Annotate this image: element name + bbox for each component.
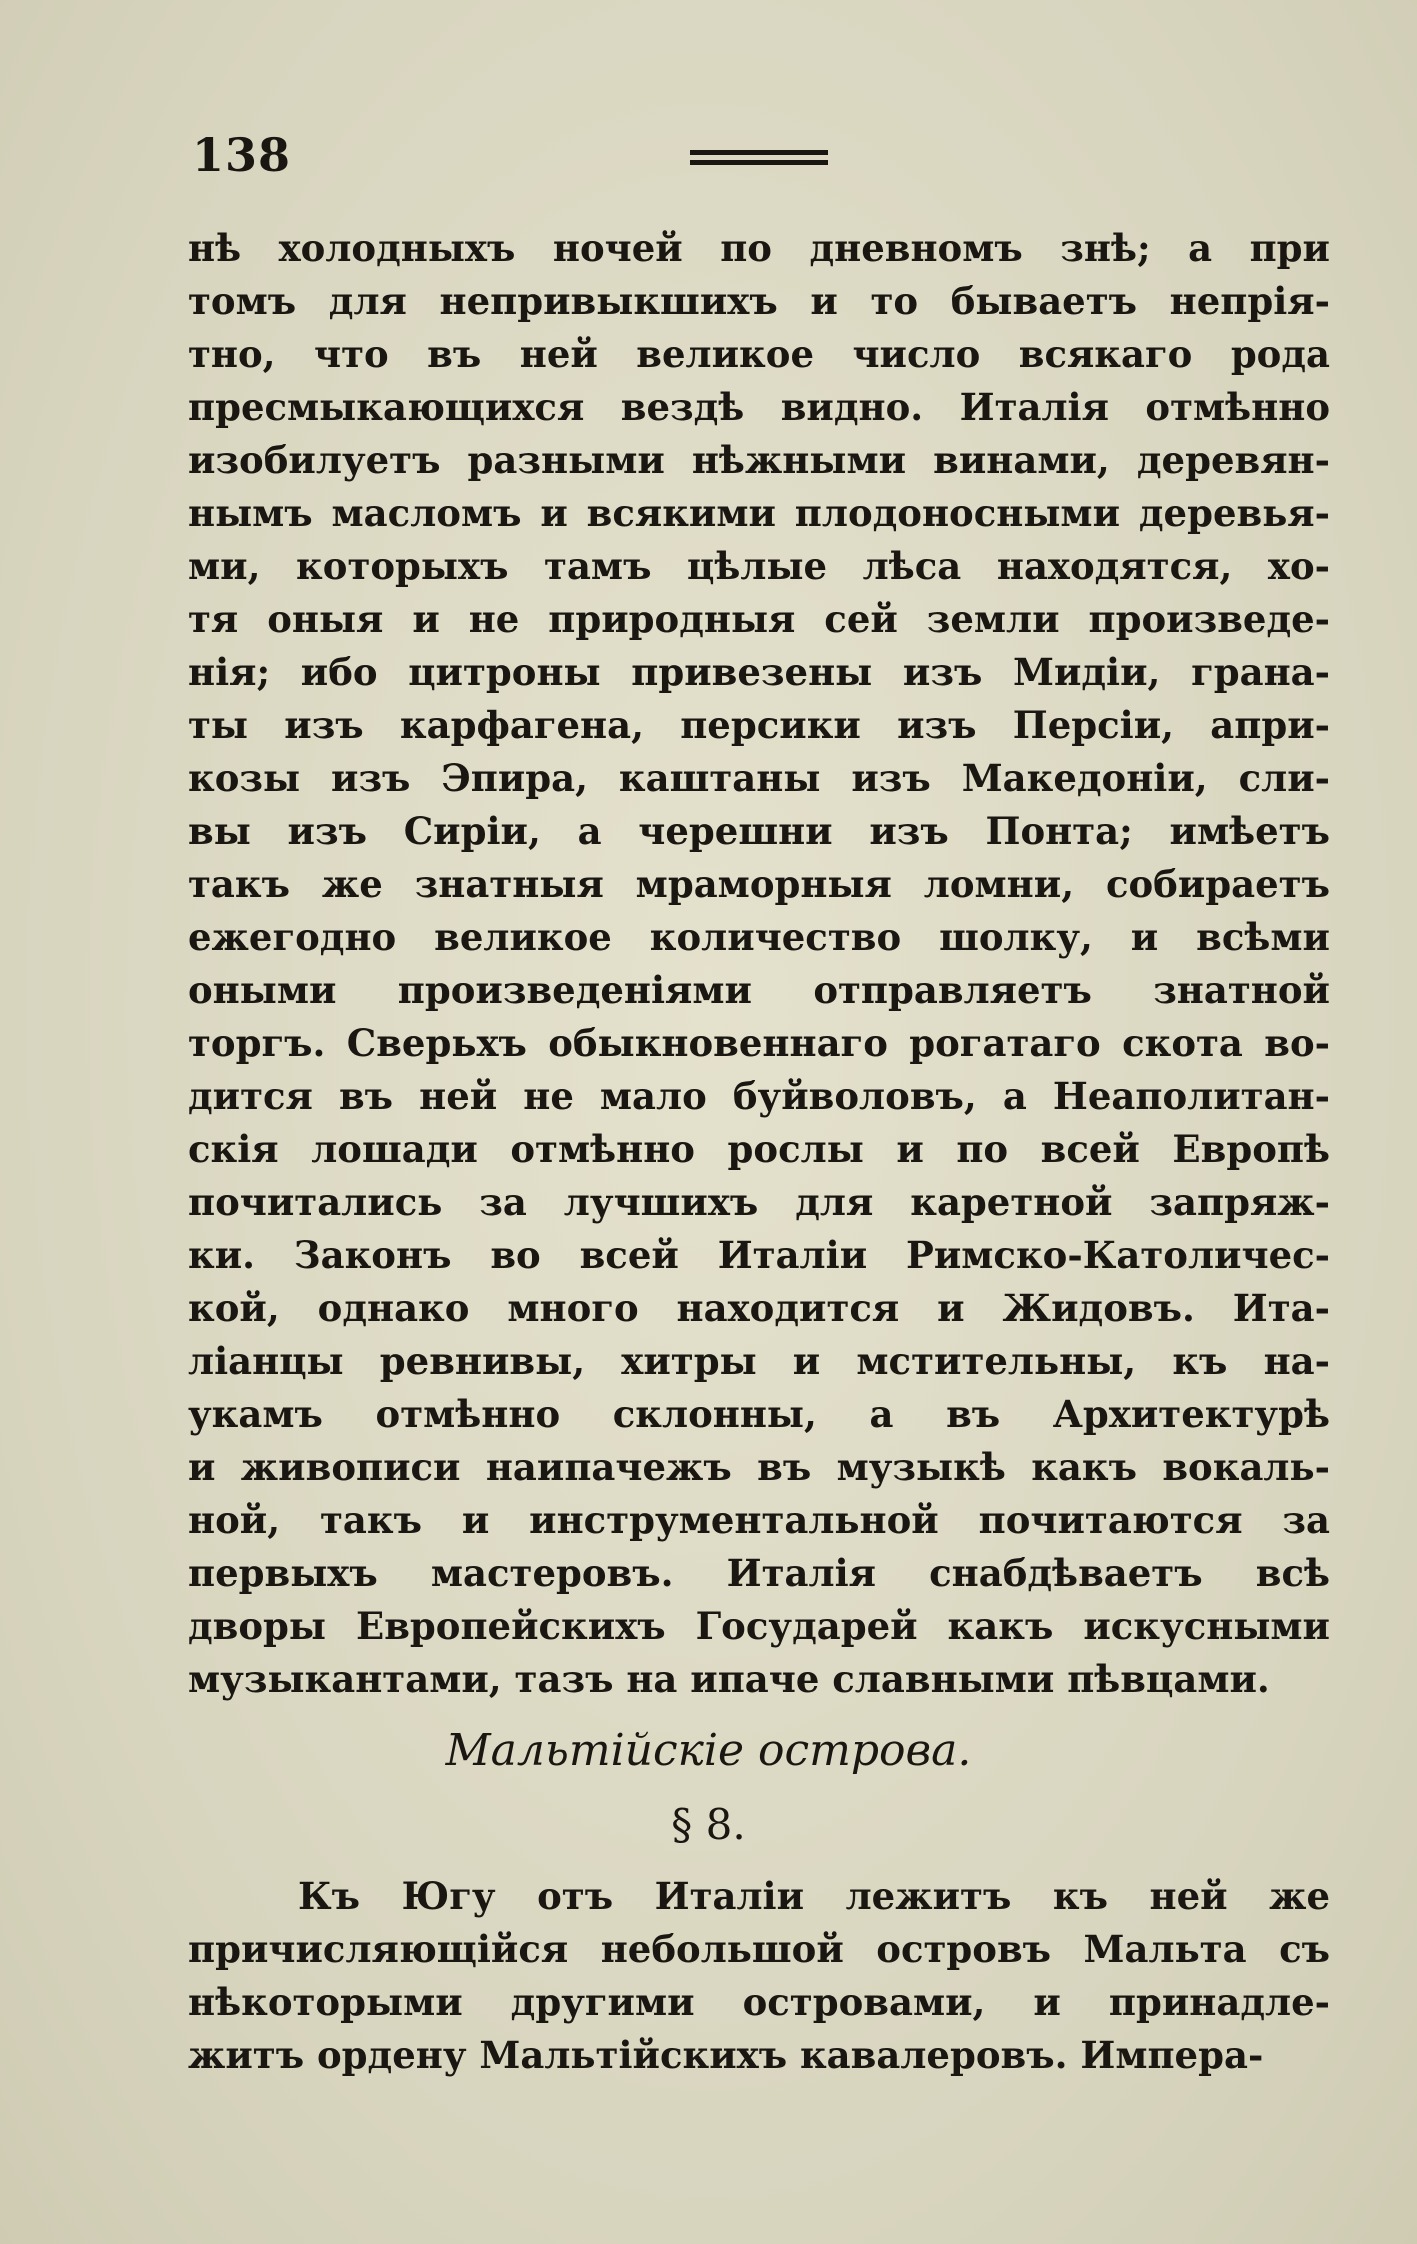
text-line: тя оныя и не природныя сей земли произведе-: [188, 597, 1330, 641]
text-line: ми, которыхъ тамъ цѣлые лѣса находятся, хо-: [188, 544, 1330, 588]
text-line: такъ же знатныя мраморныя ломни, собираетъ: [188, 862, 1330, 906]
text-line: оными произведеніями отправляетъ знатной: [188, 968, 1330, 1012]
text-line: Къ Югу отъ Италіи лежитъ къ ней же: [298, 1874, 1330, 1918]
text-line: музыкантами, тазъ на ипаче славными пѣвцами.: [188, 1657, 1270, 1701]
text-line: дится въ ней не мало буйволовъ, а Неаполитан-: [188, 1074, 1330, 1118]
text-line: козы изъ Эпира, каштаны изъ Македоніи, сли-: [188, 756, 1330, 800]
text-line: первыхъ мастеровъ. Италія снабдѣваетъ всѣ: [188, 1551, 1330, 1595]
text-line: нѣ холодныхъ ночей по дневномъ знѣ; а при: [188, 226, 1330, 270]
text-line: ліанцы ревнивы, хитры и мстительны, къ на-: [188, 1339, 1330, 1383]
text-line: торгъ. Сверьхъ обыкновеннаго рогатаго скота во-: [188, 1021, 1330, 1065]
text-line: ки. Законъ во всей Италіи Римско-Католичес-: [188, 1233, 1330, 1277]
text-line: дворы Европейскихъ Государей какъ искусными: [188, 1604, 1330, 1648]
text-line: ты изъ карфагена, персики изъ Персіи, апри-: [188, 703, 1330, 747]
section-heading: Мальтійскіе острова.: [445, 1725, 972, 1776]
text-line: изобилуетъ разными нѣжными винами, деревян-: [188, 438, 1330, 482]
section-body-text: [188, 1870, 1330, 2082]
text-line: ной, такъ и инструментальной почитаются за: [188, 1498, 1330, 1542]
text-line: причисляющійся небольшой островъ Мальта съ: [188, 1927, 1330, 1971]
text-line: и живописи наипачежъ въ музыкѣ какъ вокаль-: [188, 1445, 1330, 1489]
page-number: 138: [192, 128, 292, 182]
section-mark: § 8.: [671, 1800, 746, 1849]
body-text: [188, 222, 1330, 1706]
header-rule: [690, 150, 828, 170]
text-line: укамъ отмѣнно склонны, а въ Архитектурѣ: [188, 1392, 1330, 1436]
text-line: нія; ибо цитроны привезены изъ Мидіи, грана-: [188, 650, 1330, 694]
text-line: кой, однако много находится и Жидовъ. Ита-: [188, 1286, 1330, 1330]
text-line: пресмыкающихся вездѣ видно. Италія отмѣнно: [188, 385, 1330, 429]
text-line: нѣкоторыми другими островами, и принадле-: [188, 1980, 1330, 2024]
text-line: скія лошади отмѣнно рослы и по всей Европѣ: [188, 1127, 1330, 1171]
text-line: томъ для непривыкшихъ и то бываетъ непрія-: [188, 279, 1330, 323]
text-line: тно, что въ ней великое число всякаго рода: [188, 332, 1330, 376]
text-line: почитались за лучшихъ для каретной запряж-: [188, 1180, 1330, 1224]
text-line: вы изъ Сиріи, а черешни изъ Понта; имѣетъ: [188, 809, 1330, 853]
text-line: житъ ордену Мальтійскихъ кавалеровъ. Импера-: [188, 2033, 1264, 2077]
text-line: ежегодно великое количество шолку, и всѣми: [188, 915, 1330, 959]
text-line: нымъ масломъ и всякими плодоносными деревья-: [188, 491, 1330, 535]
